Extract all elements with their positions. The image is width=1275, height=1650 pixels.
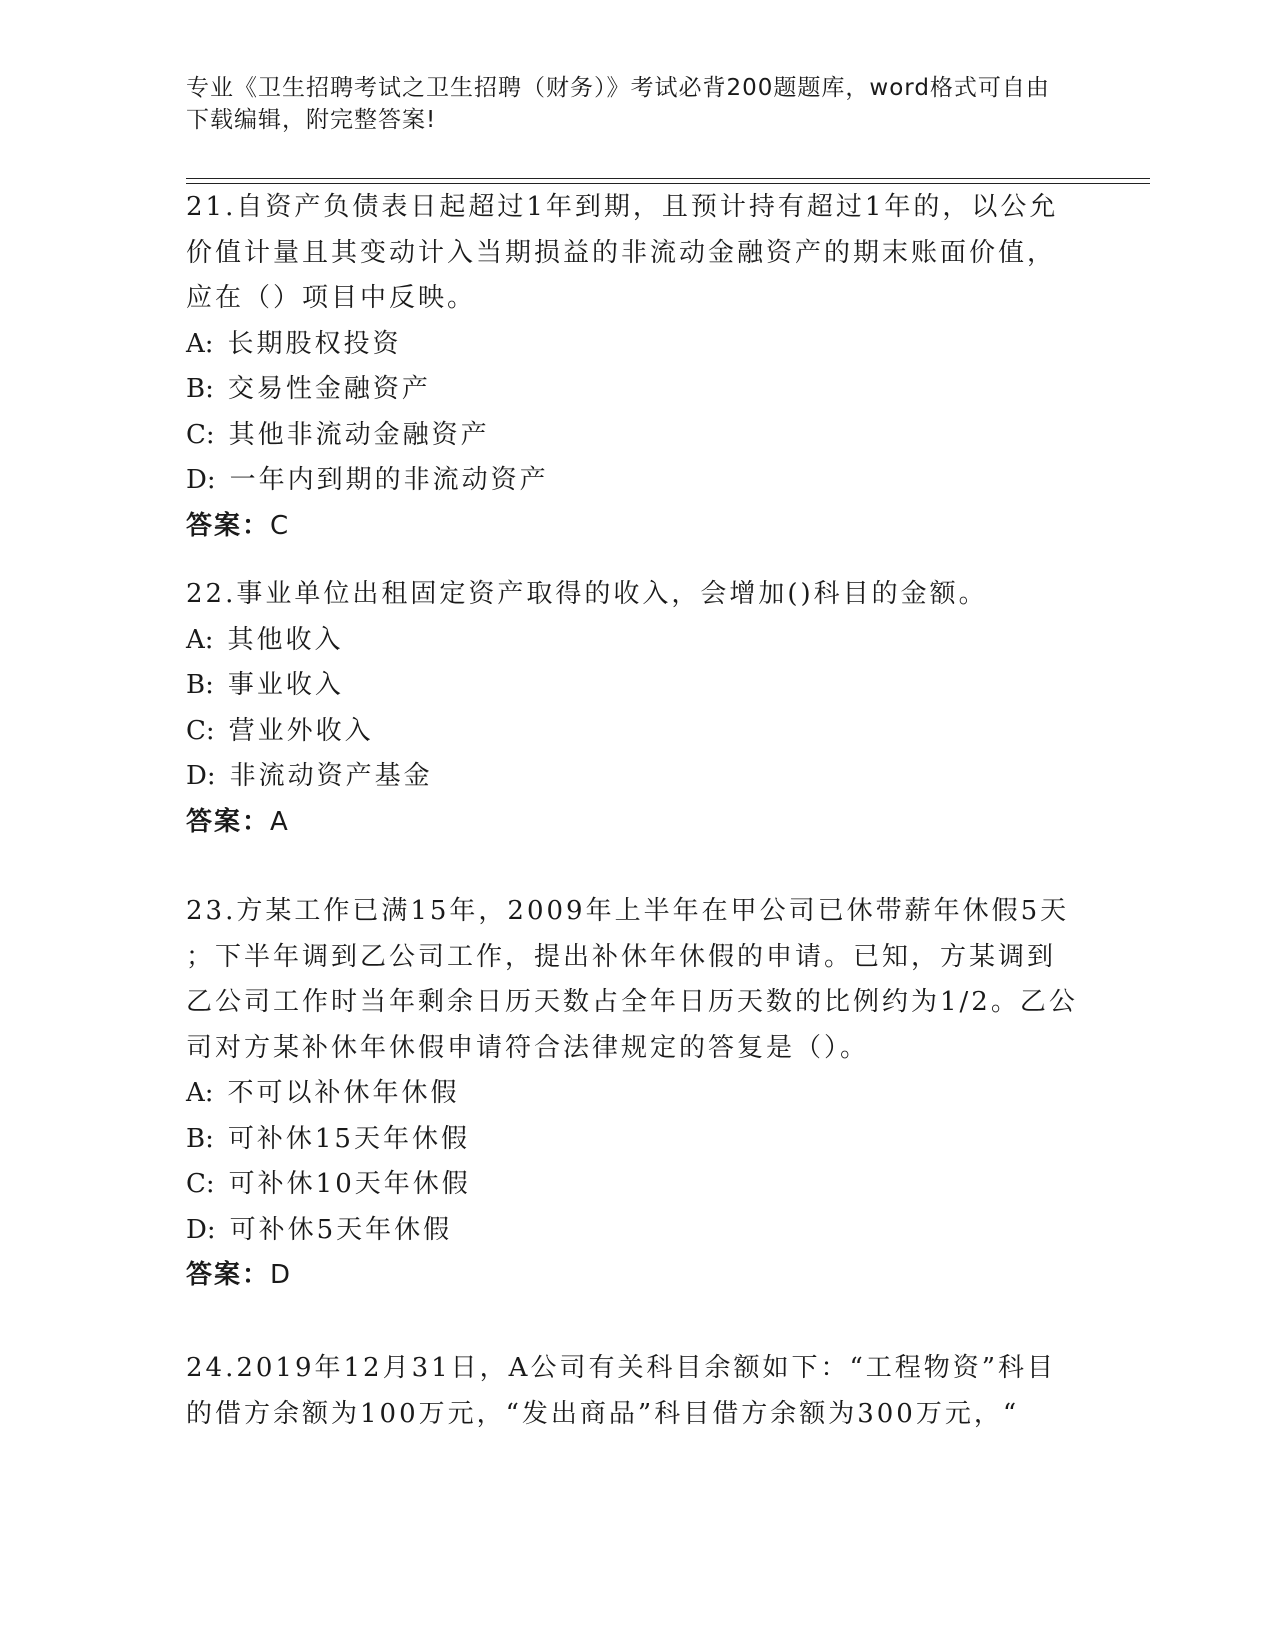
option-letter: D: [186,1214,216,1245]
option-letter: D: [186,761,216,791]
option-a [186,1071,1086,1117]
option-d [186,754,1086,800]
option-b [186,1117,1086,1163]
option-text: 可补休10天年休假 [228,1169,471,1199]
option-text: 其他非流动金融资产 [228,419,490,450]
option-text: 事业收入 [227,670,344,700]
option-text: 非流动资产基金 [229,761,433,791]
option-text: 可补休15天年休假 [227,1123,470,1154]
question-22 [186,572,1086,845]
option-d [186,1208,1086,1254]
option-text: 一年内到期的非流动资产 [229,465,549,495]
answer-line [186,800,1086,846]
question-stem-line: 价值计量且其变动计入当期损益的非流动金融资产的期末账面价值， [186,237,1057,268]
header-rule-top [186,178,1150,179]
question-24 [186,1346,1086,1437]
question-stem-line: 的借方余额为100万元，“发出商品”科目借方余额为300万元，“ [186,1398,1020,1429]
option-c [186,413,1086,459]
question-21 [186,185,1086,549]
answer-label: 答案： [186,1260,271,1290]
question-stem-line: 乙公司工作时当年剩余日历天数占全年日历天数的比例约为1/2。乙公 [186,987,1078,1017]
option-c [186,1162,1086,1208]
header-rule-bottom [186,183,1150,184]
question-stem-line: 应在（）项目中反映。 [186,283,477,313]
option-c [186,709,1086,755]
document-header: 专业《卫生招聘考试之卫生招聘（财务）》考试必背200题题库，word格式可自由下载编辑，附完整答案! [186,75,1050,133]
option-letter: B: [186,1123,214,1154]
option-letter: B: [186,670,214,700]
question-stem-line: ；下半年调到乙公司工作，提出补休年休假的申请。已知，方某调到 [186,941,1057,972]
option-text: 不可以补休年休假 [227,1078,460,1108]
option-d [186,458,1086,504]
answer-line [186,1253,1086,1299]
answer-value: A [270,806,290,837]
option-b [186,663,1086,709]
question-stem-line: 22.事业单位出租固定资产取得的收入，会增加()科目的金额。 [186,579,988,609]
answer-value: D [270,1260,293,1290]
answer-label: 答案： [186,510,271,541]
option-text: 营业外收入 [228,715,374,746]
question-stem-line: 24.2019年12月31日，A公司有关科目余额如下：“工程物资”科目 [186,1353,1057,1383]
option-text: 交易性金融资产 [227,374,431,404]
question-stem-line: 21.自资产负债表日起超过1年到期，且预计持有超过1年的，以公允 [186,192,1059,222]
option-letter: C: [186,419,215,450]
option-a [186,618,1086,664]
option-letter: D: [186,465,216,495]
answer-value: C [270,510,291,541]
option-b [186,367,1086,413]
option-letter: A: [186,328,214,359]
option-letter: C: [186,1169,215,1199]
option-text: 长期股权投资 [227,328,402,359]
option-letter: B: [186,374,214,404]
option-text: 可补休5天年休假 [229,1214,453,1245]
answer-label: 答案： [186,806,271,837]
option-letter: A: [186,1078,214,1108]
option-letter: A: [186,624,214,655]
option-a [186,322,1086,368]
option-letter: C: [186,715,215,746]
answer-line [186,504,1086,550]
question-stem-line: 司对方某补休年休假申请符合法律规定的答复是（）。 [186,1032,870,1063]
question-23 [186,889,1086,1299]
question-stem-line: 23.方某工作已满15年，2009年上半年在甲公司已休带薪年休假5天 [186,896,1070,926]
option-text: 其他收入 [227,624,344,655]
